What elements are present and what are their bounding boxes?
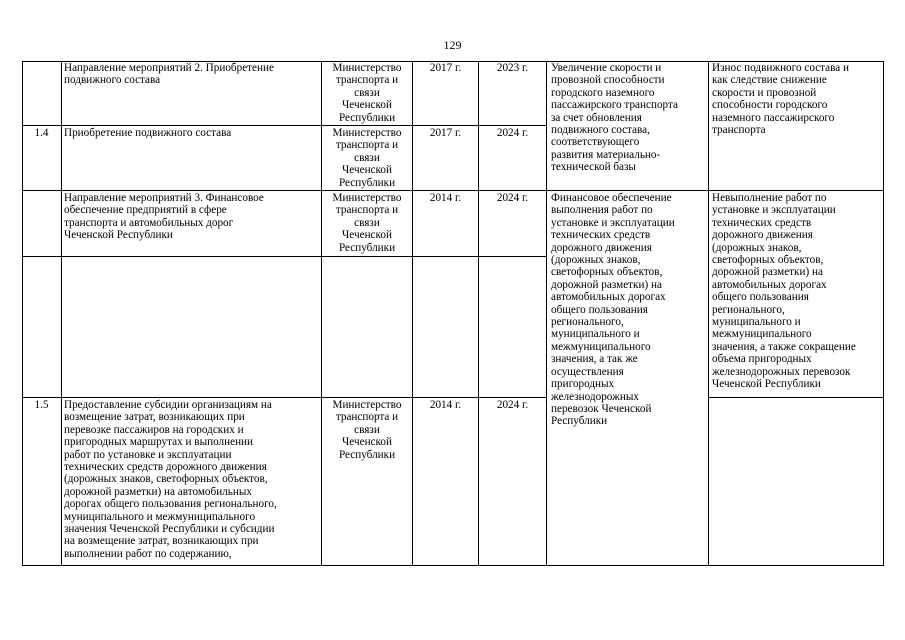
end-year: 2024 г. — [496, 192, 529, 204]
start-year: 2014 г. — [429, 399, 462, 411]
end-year: 2024 г. — [496, 127, 529, 139]
executor: Министерство транспорта и связи Чеченской Республики — [332, 127, 402, 189]
executor: Министерство транспорта и связи Чеченской Республики — [332, 62, 402, 124]
page-number: 129 — [443, 38, 462, 52]
start-year: 2017 г. — [429, 127, 462, 139]
measure-title: Предоставление субсидии организациям на возмещение затрат, возникающих при перевозке пассажиров на городских и пригородных маршрутах и выполнении работ по установке и эксплуатации технических средств дорожного движения (дорожных знаков, светофорных объектов, дорожной разметки) на автомобильных дорогах общего пользования регионального, муниципального и межмуниципального значения Чеченской Республики и субсидии на возмещение затрат, возникающих при выполнении работ по содержанию, — [64, 399, 277, 560]
risk-description: Невыполнение работ по установке и эксплуатации технических средств дорожного движения (дорожных знаков, светофорных объектов, дорожной разметки) на автомобильных дорогах общего пользования регионального, муниципального и межмуниципального значения, а также сокращение объема пригородных железнодорожных перевозок Чеченской Республики — [712, 192, 856, 391]
row-number: 1.4 — [34, 127, 49, 139]
measure-title: Направление мероприятий 2. Приобретение подвижного состава — [64, 62, 274, 87]
start-year: 2017 г. — [429, 62, 462, 74]
end-year: 2024 г. — [496, 399, 529, 411]
expected-result: Увеличение скорости и провозной способности городского наземного пассажирского транспорта за счет обновления подвижного состава, соответствующего развития материально- технической базы — [551, 62, 678, 174]
measure-title: Направление мероприятий 3. Финансовое обеспечение предприятий в сфере транспорта и автомобильных дорог Чеченской Республики — [64, 192, 264, 242]
executor: Министерство транспорта и связи Чеченской Республики — [332, 192, 402, 254]
start-year: 2014 г. — [429, 192, 462, 204]
expected-result: Финансовое обеспечение выполнения работ по установке и эксплуатации технических средств дорожного движения (дорожных знаков, светофорных объектов, дорожной разметки) на автомобильных дорогах общего пользования регионального, муниципального и межмуниципального значения, а так же осуществления пригородных железнодорожных перевозок Чеченской Республики — [551, 192, 675, 428]
end-year: 2023 г. — [496, 62, 529, 74]
row-number: 1.5 — [34, 399, 49, 411]
risk-description: Износ подвижного состава и как следствие снижение скорости и провозной способности городского наземного пассажирского транспорта — [712, 62, 850, 137]
executor: Министерство транспорта и связи Чеченской Республики — [332, 399, 402, 461]
measure-title: Приобретение подвижного состава — [64, 127, 232, 139]
